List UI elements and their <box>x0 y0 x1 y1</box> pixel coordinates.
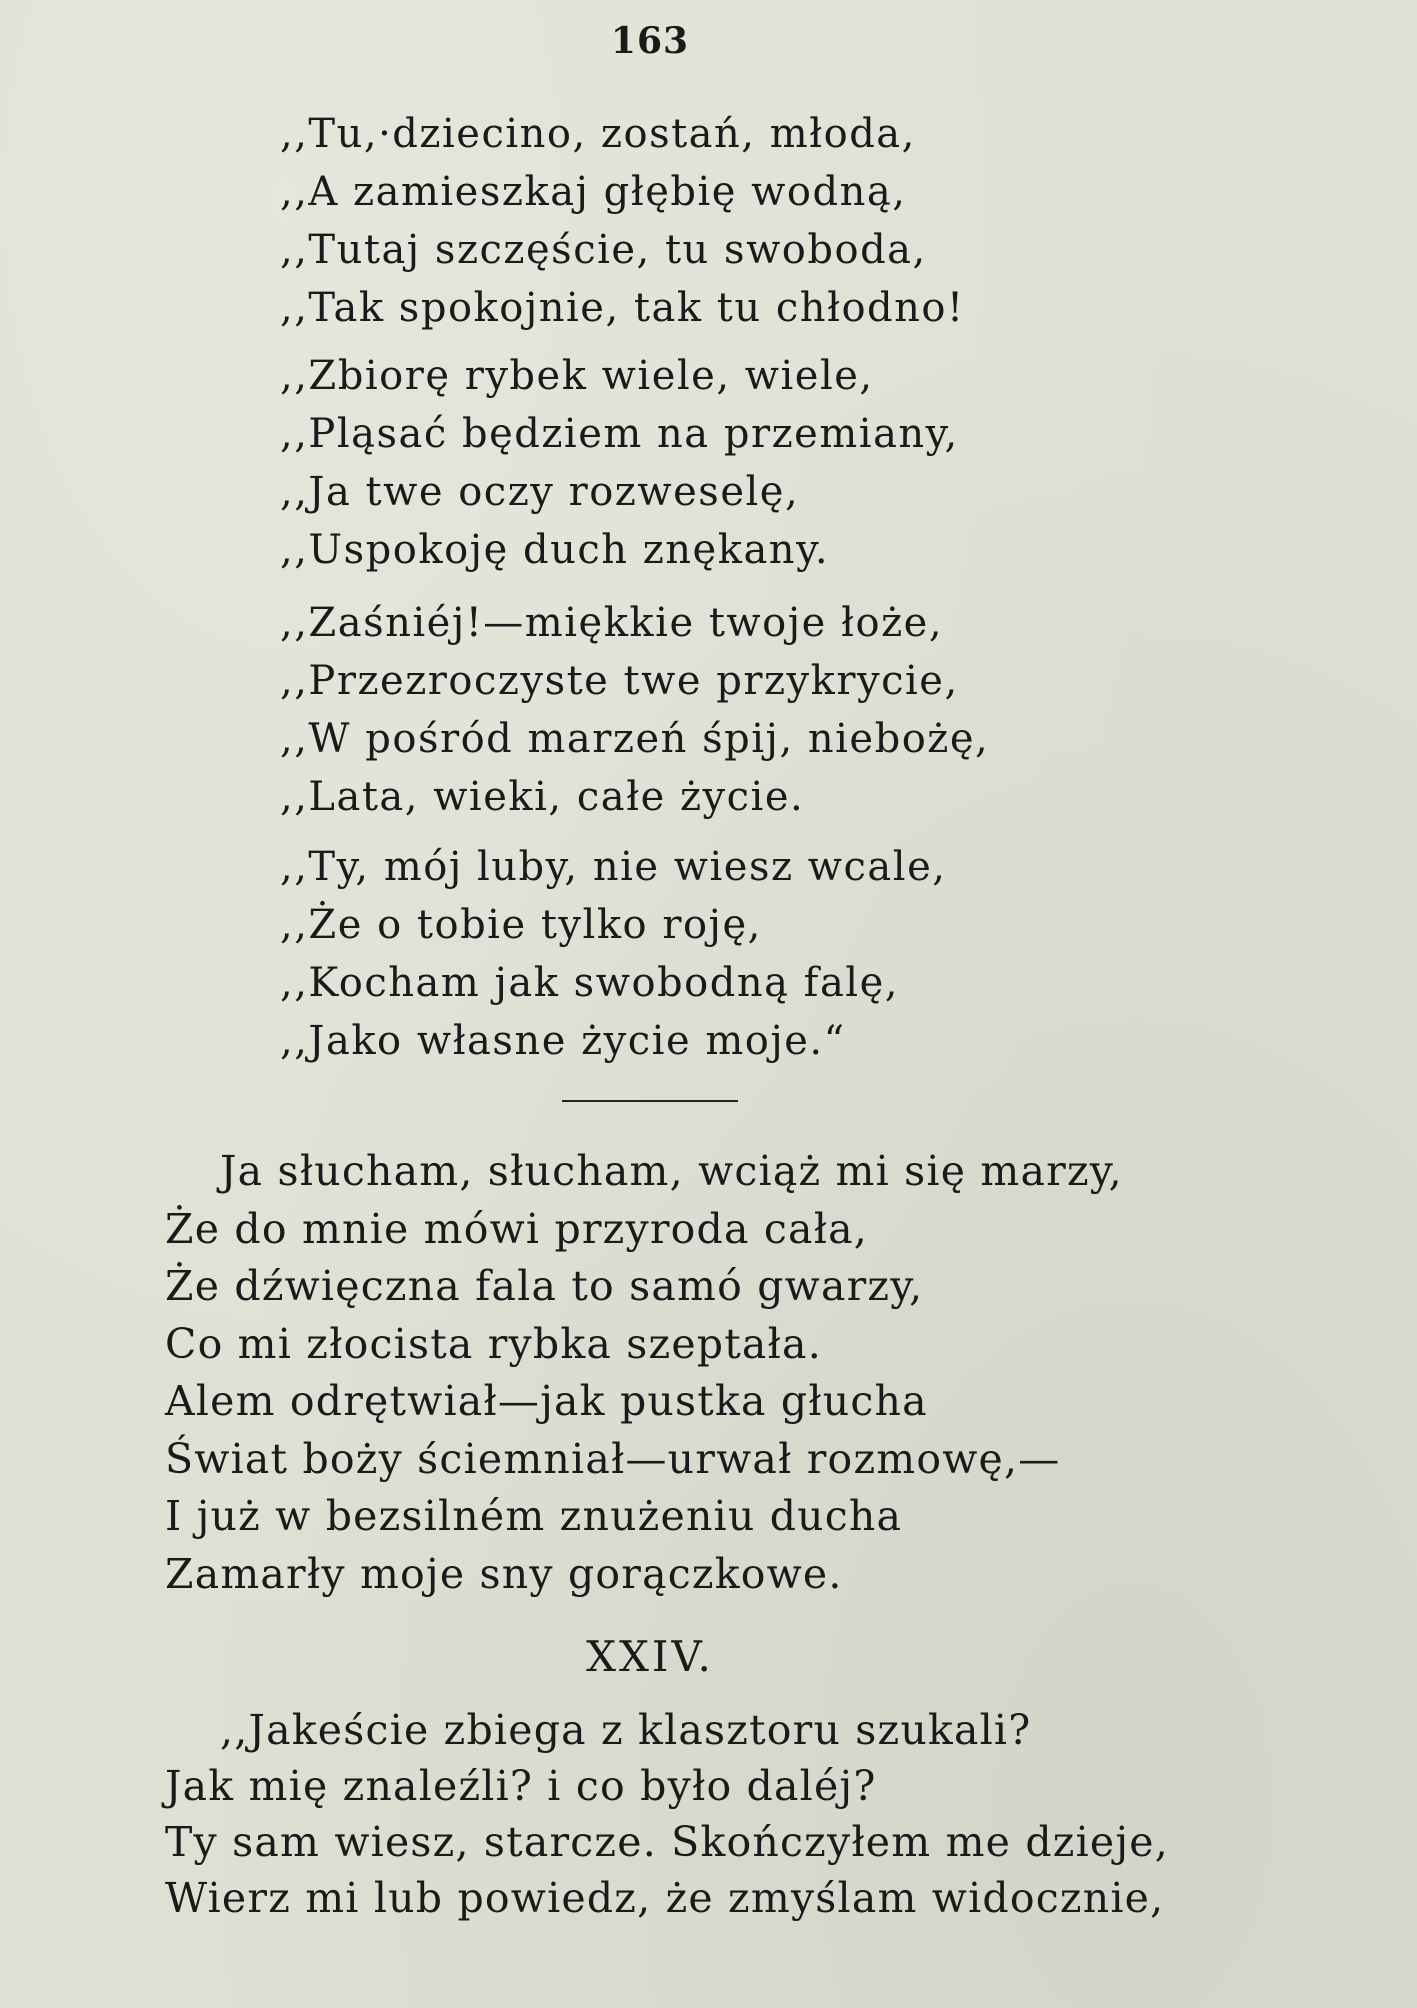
stanza-line: ,,Ty, mój luby, nie wiesz wcale, <box>280 844 947 890</box>
stanza-line: ,,Tak spokojnie, tak tu chłodno! <box>280 285 965 331</box>
stanza-line: ,,Pląsać będziem na przemiany, <box>280 411 959 457</box>
narration-line: Ja słucham, słucham, wciąż mi się marzy, <box>220 1147 1123 1195</box>
stanza-line: ,,Zbiorę rybek wiele, wiele, <box>280 353 874 399</box>
chapter-line: Ty sam wiesz, starcze. Skończyłem me dzieje, <box>165 1818 1169 1866</box>
poem-stanza-2 <box>280 347 959 579</box>
narration-line: Zamarły moje sny gorączkowe. <box>165 1549 843 1598</box>
narration-line: Co mi złocista rybka szeptała. <box>165 1319 822 1368</box>
stanza-line: ,,A zamieszkaj głębię wodną, <box>280 169 907 215</box>
stanza-line: ,,W pośród marzeń śpij, niebożę, <box>280 716 990 762</box>
stanza-line: ,,Ja twe oczy rozweselę, <box>280 469 800 515</box>
narration-line: Że do mnie mówi przyroda cała, <box>165 1204 869 1253</box>
poem-stanza-3 <box>280 594 989 826</box>
page-number: 163 <box>610 20 690 62</box>
stanza-line: ,,Tu,·dziecino, zostań, młoda, <box>280 111 916 157</box>
chapter-text <box>165 1702 1169 1926</box>
chapter-line: Wierz mi lub powiedz, że zmyślam widocznie, <box>165 1874 1165 1922</box>
stanza-line: ,,Uspokoję duch znękany. <box>280 527 830 573</box>
poem-stanza-1 <box>280 105 965 337</box>
stanza-line: ,,Jako własne życie moje.“ <box>280 1018 846 1064</box>
stanza-line: ,,Lata, wieki, całe życie. <box>280 774 805 820</box>
narration-line: Że dźwięczna fala to samó gwarzy, <box>165 1262 924 1310</box>
narration-line: Alem odrętwiał—jak pustka głucha <box>165 1377 928 1425</box>
section-divider <box>562 1100 738 1102</box>
stanza-line: ,,Kocham jak swobodną falę, <box>280 960 899 1006</box>
stanza-line: ,,Tutaj szczęście, tu swoboda, <box>280 227 927 273</box>
stanza-line: ,,Przezroczyste twe przykrycie, <box>280 658 959 704</box>
stanza-line: ,,Zaśniéj!—miękkie twoje łoże, <box>280 600 944 646</box>
poem-stanza-4 <box>280 838 946 1070</box>
chapter-line: ,,Jakeście zbiega z klasztoru szukali? <box>220 1706 1032 1754</box>
narration-line: Świat boży ściemniał—urwał rozmowę,— <box>165 1434 1061 1483</box>
narration-line: I już w bezsilném znużeniu ducha <box>165 1492 903 1540</box>
stanza-line: ,,Że o tobie tylko roję, <box>280 902 762 948</box>
narration-stanza <box>165 1143 1123 1603</box>
chapter-line: Jak mię znaleźli? i co było daléj? <box>165 1762 877 1810</box>
chapter-heading: XXIV. <box>586 1632 714 1681</box>
